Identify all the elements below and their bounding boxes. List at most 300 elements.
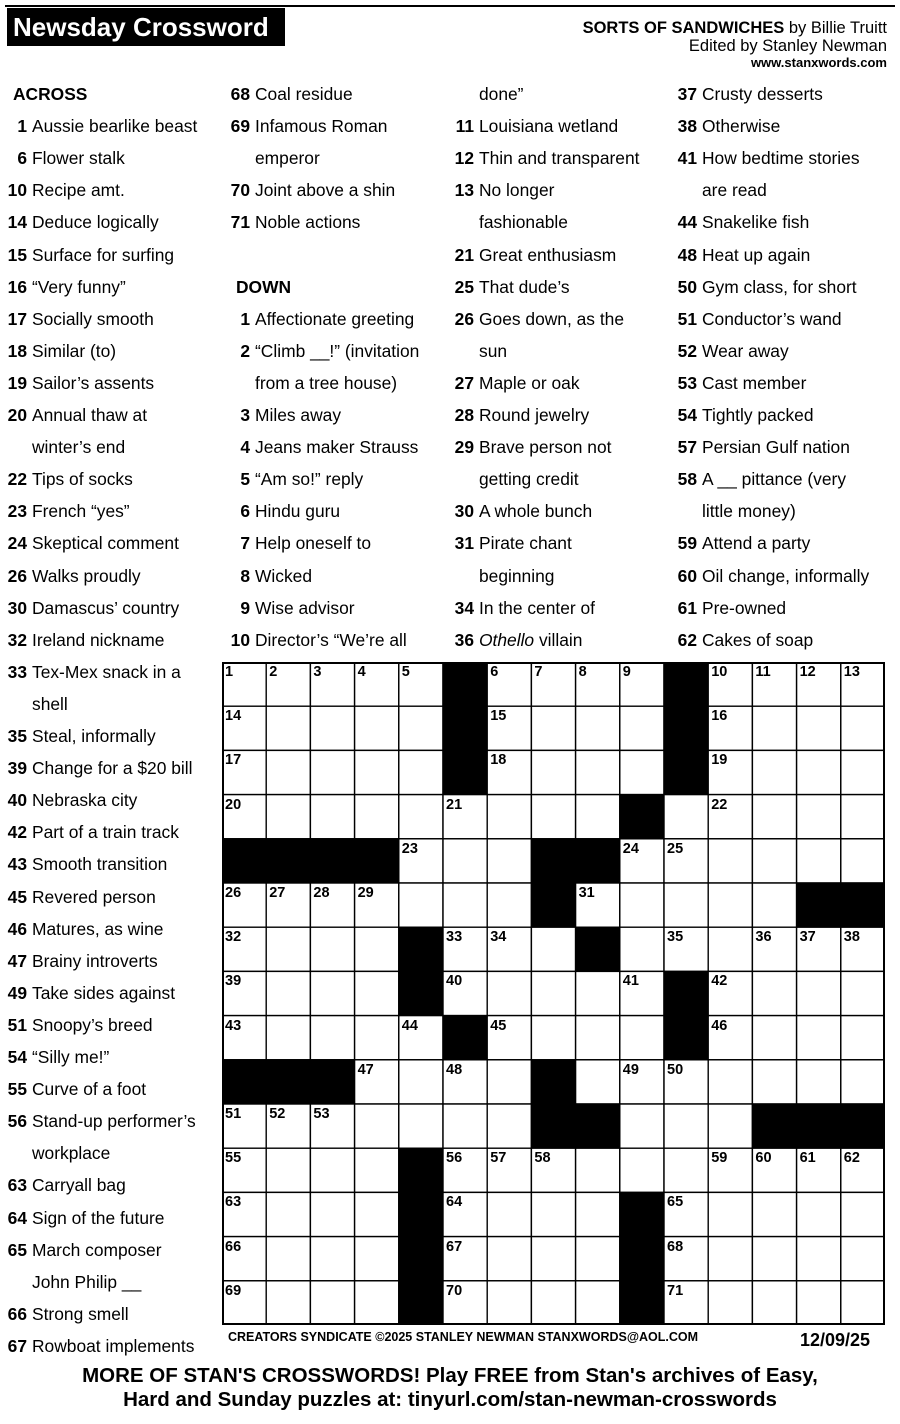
grid-cell[interactable] [664, 883, 708, 927]
cell-number: 42 [711, 973, 728, 990]
grid-cell[interactable] [752, 839, 796, 883]
cell-number: 50 [667, 1061, 684, 1078]
clue-text: Similar (to) [32, 340, 117, 361]
grid-cell[interactable] [310, 750, 354, 794]
grid-cell[interactable] [310, 971, 354, 1015]
grid-cell[interactable] [355, 1237, 399, 1281]
grid-cell[interactable] [576, 795, 620, 839]
clue-number: 21 [454, 244, 474, 265]
cell-number: 56 [446, 1150, 463, 1167]
grid-cell[interactable] [797, 750, 841, 794]
grid-cell[interactable] [620, 1104, 664, 1148]
grid-cell[interactable] [531, 750, 575, 794]
grid-cell[interactable] [576, 1016, 620, 1060]
clue-line [5, 500, 130, 522]
clue-line [228, 83, 353, 105]
grid-cell[interactable] [620, 927, 664, 971]
clue-line [5, 532, 179, 554]
clue-number: 5 [240, 469, 250, 490]
grid-cell[interactable] [708, 839, 752, 883]
grid-cell[interactable] [399, 795, 443, 839]
clue-text: Snakelike fish [702, 212, 810, 233]
grid-cell[interactable] [708, 927, 752, 971]
grid-cell[interactable] [841, 706, 885, 750]
grid-cell[interactable] [708, 1281, 752, 1325]
grid-cell[interactable] [841, 1237, 885, 1281]
clue-text: Round jewelry [479, 405, 590, 425]
syndicate-credit: CREATORS SYNDICATE ©2025 STANLEY NEWMAN STANXWORDS@AOL.COM [228, 1330, 699, 1344]
clue-number: 44 [677, 212, 697, 233]
grid-cell[interactable] [708, 883, 752, 927]
grid-cell[interactable] [752, 1237, 796, 1281]
author: by Billie Truitt [788, 19, 887, 37]
clue-number: 34 [454, 597, 474, 618]
clue-line [673, 565, 869, 587]
grid-cell[interactable] [355, 971, 399, 1015]
clue-number: 70 [230, 180, 250, 201]
grid-cell[interactable] [531, 1281, 575, 1325]
cell-number: 2 [269, 664, 278, 680]
grid-cell[interactable] [576, 1060, 620, 1104]
clue-text: Steal, informally [32, 726, 156, 746]
clue-line [5, 725, 156, 747]
grid-cell[interactable] [487, 971, 531, 1015]
grid-cell[interactable] [266, 927, 310, 971]
cell-number: 53 [313, 1106, 330, 1122]
clue-number: 51 [677, 308, 697, 329]
grid-cell[interactable] [797, 1281, 841, 1325]
clue-number: 50 [677, 276, 697, 297]
cell-number: 64 [446, 1194, 463, 1211]
cell-number: 33 [446, 929, 463, 946]
grid-cell[interactable] [355, 927, 399, 971]
grid-cell[interactable] [576, 750, 620, 794]
grid-cell[interactable] [310, 706, 354, 750]
grid-cell[interactable] [797, 1060, 841, 1104]
grid-cell[interactable] [310, 1016, 354, 1060]
grid-cell[interactable] [708, 1237, 752, 1281]
clue-line [450, 147, 639, 169]
clue-number: 19 [7, 372, 27, 393]
clue-number: 6 [17, 148, 27, 169]
grid-cell[interactable] [399, 1060, 443, 1104]
clue-line [5, 1303, 129, 1325]
clue-text: Tips of socks [32, 469, 133, 490]
cell-number: 7 [534, 664, 543, 680]
grid-cell[interactable] [266, 1016, 310, 1060]
clue-number: 39 [7, 758, 27, 779]
clue-number: 59 [677, 533, 697, 554]
clue-text: Gym class, for short [702, 276, 857, 297]
grid-cell[interactable] [620, 883, 664, 927]
grid-cell[interactable] [355, 1281, 399, 1325]
grid-cell[interactable] [620, 1148, 664, 1192]
grid-cell[interactable] [310, 1237, 354, 1281]
cell-number: 10 [711, 664, 728, 680]
clue-text: Help oneself to [255, 533, 372, 554]
clue-line [450, 597, 595, 619]
grid-cell[interactable] [266, 1192, 310, 1236]
clue-text: emperor [255, 148, 320, 169]
grid-cell[interactable] [797, 1192, 841, 1236]
grid-cell[interactable] [620, 706, 664, 750]
grid-cell[interactable] [355, 1104, 399, 1148]
cell-number: 37 [799, 929, 816, 946]
grid-cell[interactable] [841, 795, 885, 839]
grid-cell[interactable] [531, 971, 575, 1015]
clue-number: 63 [7, 1175, 27, 1196]
cell-number: 52 [269, 1106, 286, 1122]
grid-cell[interactable] [841, 1281, 885, 1325]
cell-number: 4 [357, 664, 366, 680]
clue-number: 49 [7, 982, 27, 1003]
clue-line [450, 276, 570, 298]
clue-line [5, 1110, 196, 1132]
clue-text: are read [702, 180, 767, 201]
clue-text: Stand-up performer’s [32, 1111, 196, 1132]
clue-text: Tex-Mex snack in a [32, 661, 181, 682]
clue-line [450, 532, 572, 554]
grid-cell[interactable] [355, 795, 399, 839]
grid-cell[interactable] [797, 1237, 841, 1281]
clue-number: 64 [7, 1207, 27, 1228]
clue-text: Joint above a shin [255, 180, 396, 201]
black-square [399, 971, 443, 1015]
clue-text: Surface for surfing [32, 244, 175, 265]
clue-number: 16 [7, 276, 27, 297]
clue-line [228, 532, 371, 554]
grid-cell[interactable] [531, 1192, 575, 1236]
footer-promo [0, 1364, 900, 1412]
cell-number: 14 [225, 708, 242, 725]
cell-number: 71 [667, 1282, 684, 1299]
grid-cell[interactable] [531, 927, 575, 971]
grid-cell[interactable] [531, 706, 575, 750]
clue-text: Brave person not [479, 437, 612, 458]
grid-cell[interactable] [355, 1148, 399, 1192]
clue-number: 40 [7, 790, 27, 811]
grid-cell[interactable] [355, 1192, 399, 1236]
clue-line [5, 597, 179, 619]
clue-text: Matures, as wine [32, 918, 164, 939]
grid-cell[interactable] [487, 1060, 531, 1104]
cell-number: 35 [667, 929, 684, 946]
grid-cell[interactable] [797, 971, 841, 1015]
clue-number: 37 [677, 84, 697, 104]
clue-line [5, 1046, 109, 1068]
black-square [620, 1192, 664, 1236]
grid-cell[interactable] [752, 795, 796, 839]
clue-line [5, 661, 181, 683]
grid-cell[interactable] [443, 883, 487, 927]
clue-number: 27 [454, 372, 474, 393]
black-square [222, 1060, 266, 1104]
clue-text: Great enthusiasm [479, 244, 617, 265]
grid-cell[interactable] [399, 750, 443, 794]
grid-cell[interactable] [443, 839, 487, 883]
clue-number: 9 [240, 597, 250, 618]
grid-cell[interactable] [841, 1016, 885, 1060]
black-square [664, 662, 708, 706]
grid-cell[interactable] [752, 971, 796, 1015]
grid-cell[interactable] [266, 750, 310, 794]
grid-cell[interactable] [266, 706, 310, 750]
grid-cell[interactable] [752, 1281, 796, 1325]
grid-cell[interactable] [576, 706, 620, 750]
clue-line [5, 340, 116, 362]
black-square [399, 1148, 443, 1192]
grid-cell[interactable] [620, 750, 664, 794]
clue-text: Jeans maker Strauss [255, 437, 419, 458]
grid-cell[interactable] [576, 971, 620, 1015]
clue-text: Wear away [702, 340, 789, 361]
grid-svg [222, 662, 885, 1325]
grid-cell[interactable] [487, 883, 531, 927]
clue-line [228, 211, 360, 233]
clue-line [228, 629, 407, 651]
black-square [664, 1016, 708, 1060]
grid-cell[interactable] [752, 883, 796, 927]
clue-line [450, 629, 582, 651]
grid-cell[interactable] [487, 1104, 531, 1148]
cell-number: 15 [490, 708, 507, 725]
clue-number: 55 [7, 1079, 27, 1100]
clue-text: Affectionate greeting [255, 308, 415, 329]
clue-line [450, 500, 592, 522]
grid-cell[interactable] [841, 839, 885, 883]
grid-cell[interactable] [355, 1016, 399, 1060]
black-square [797, 1104, 841, 1148]
grid-cell[interactable] [266, 1281, 310, 1325]
top-rule [5, 5, 895, 7]
grid-cell[interactable] [576, 1281, 620, 1325]
clue-text: Snoopy’s breed [32, 1014, 153, 1035]
clue-line [673, 372, 806, 394]
clue-line [450, 115, 618, 137]
grid-cell[interactable] [487, 1192, 531, 1236]
black-square [620, 1237, 664, 1281]
clue-text: “Am so!” reply [255, 469, 364, 490]
clue-text: Crusty desserts [702, 84, 823, 104]
cell-number: 66 [225, 1238, 242, 1255]
clue-line [673, 115, 780, 137]
cell-number: 38 [843, 929, 860, 946]
grid-cell[interactable] [310, 927, 354, 971]
clue-text: Part of a train track [32, 822, 179, 843]
clue-line [5, 147, 125, 169]
clue-text: A whole bunch [479, 501, 593, 522]
clue-number: 24 [7, 533, 27, 554]
grid-cell[interactable] [531, 1237, 575, 1281]
grid-cell[interactable] [310, 1148, 354, 1192]
grid-cell[interactable] [752, 1060, 796, 1104]
grid-cell[interactable] [664, 795, 708, 839]
grid-cell[interactable] [487, 1237, 531, 1281]
grid-cell[interactable] [664, 1148, 708, 1192]
grid-cell[interactable] [266, 971, 310, 1015]
grid-cell[interactable] [752, 1192, 796, 1236]
black-square [576, 927, 620, 971]
clue-text: Nebraska city [32, 790, 138, 811]
grid-cell[interactable] [487, 1281, 531, 1325]
cell-number: 60 [755, 1150, 772, 1167]
grid-cell[interactable] [266, 1237, 310, 1281]
clue-line [5, 404, 147, 426]
puzzle-date: 12/09/25 [800, 1330, 871, 1350]
black-square [576, 839, 620, 883]
clue-text: Cast member [702, 372, 807, 393]
grid-cell[interactable] [487, 839, 531, 883]
clue-number: 71 [230, 212, 250, 233]
footer-line-1: MORE OF STAN'S CROSSWORDS! Play FREE from Stan's archives of Easy, [82, 1364, 818, 1387]
cell-number: 27 [269, 885, 286, 901]
grid-cell[interactable] [399, 706, 443, 750]
grid-cell[interactable] [399, 883, 443, 927]
clue-text: Carryall bag [32, 1175, 126, 1196]
clue-line [5, 372, 154, 394]
clue-number: 6 [240, 501, 250, 522]
grid-cell[interactable] [797, 706, 841, 750]
grid-cell[interactable] [266, 795, 310, 839]
clue-text: Smooth transition [32, 854, 168, 875]
grid-cell[interactable] [841, 971, 885, 1015]
grid-cell[interactable] [708, 1060, 752, 1104]
grid-cell[interactable] [576, 1192, 620, 1236]
clue-line [5, 821, 179, 843]
grid-cell[interactable] [531, 795, 575, 839]
grid-cell[interactable] [355, 706, 399, 750]
grid-cell[interactable] [841, 1060, 885, 1104]
grid-cell[interactable] [487, 795, 531, 839]
clue-line [228, 179, 395, 201]
clue-line [450, 308, 624, 330]
clue-text: little money) [702, 501, 796, 522]
grid-cell[interactable] [797, 839, 841, 883]
grid-cell[interactable] [752, 1016, 796, 1060]
clue-line [228, 597, 355, 619]
clue-number: 60 [677, 565, 697, 586]
clue-number: 57 [677, 437, 697, 458]
grid-cell[interactable] [576, 1148, 620, 1192]
clue-number: 43 [7, 854, 27, 875]
clue-text: Heat up again [702, 244, 811, 265]
clue-number: 47 [7, 950, 27, 971]
clue-line [673, 147, 860, 169]
clue-text: Pre-owned [702, 597, 787, 618]
clue-text: Deduce logically [32, 212, 159, 233]
cell-number: 12 [799, 664, 816, 680]
cell-number: 47 [357, 1061, 374, 1078]
clue-line [5, 693, 68, 715]
clue-line [673, 276, 857, 298]
grid-cell[interactable] [531, 1016, 575, 1060]
clue-number: 30 [7, 597, 27, 618]
grid-cell[interactable] [664, 1104, 708, 1148]
grid-cell[interactable] [752, 750, 796, 794]
clue-number: 17 [7, 308, 27, 329]
clue-text: Goes down, as the [479, 308, 625, 329]
cell-number: 58 [534, 1150, 551, 1167]
grid-cell[interactable] [841, 1192, 885, 1236]
cell-number: 49 [622, 1061, 639, 1078]
black-square [531, 1060, 575, 1104]
crossword-grid[interactable] [222, 662, 885, 1325]
clue-number: 4 [240, 437, 250, 458]
puzzle-credits [583, 19, 887, 71]
clue-line [5, 982, 175, 1004]
grid-cell[interactable] [355, 750, 399, 794]
grid-cell[interactable] [576, 1237, 620, 1281]
cell-number: 22 [711, 796, 728, 813]
clue-number: 3 [240, 405, 250, 425]
grid-cell[interactable] [399, 1104, 443, 1148]
grid-cell[interactable] [443, 1104, 487, 1148]
grid-cell[interactable] [620, 1016, 664, 1060]
cell-number: 48 [446, 1061, 463, 1078]
clue-number: 7 [240, 533, 250, 554]
grid-cell[interactable] [708, 1192, 752, 1236]
clue-number: 65 [7, 1239, 27, 1260]
clue-text: Director’s “We’re all [255, 629, 407, 650]
clue-number: 54 [7, 1047, 27, 1067]
clue-number: 45 [7, 886, 27, 907]
cell-number: 8 [578, 664, 587, 680]
clue-text: “Silly me!” [32, 1047, 110, 1067]
clue-text: “Very funny” [32, 276, 126, 297]
clue-line [5, 1174, 126, 1196]
black-square [399, 1281, 443, 1325]
grid-cell[interactable] [797, 1016, 841, 1060]
grid-cell[interactable] [708, 1104, 752, 1148]
clue-number: 31 [454, 533, 474, 554]
clue-text: Noble actions [255, 212, 361, 233]
clue-line [673, 629, 813, 651]
grid-cell[interactable] [841, 750, 885, 794]
clue-line [5, 1142, 110, 1164]
cell-number: 40 [446, 973, 463, 990]
clue-text: Recipe amt. [32, 180, 125, 201]
clue-line [5, 115, 197, 137]
clue-text: Louisiana wetland [479, 116, 619, 137]
clue-line [228, 468, 363, 490]
cell-number: 5 [401, 664, 410, 680]
cell-number: 32 [225, 929, 242, 946]
black-square [620, 795, 664, 839]
cell-number: 70 [446, 1282, 463, 1299]
grid-cell[interactable] [797, 795, 841, 839]
grid-cell[interactable] [310, 1192, 354, 1236]
clue-line [450, 436, 611, 458]
grid-cell[interactable] [310, 795, 354, 839]
grid-cell[interactable] [752, 706, 796, 750]
grid-cell[interactable] [266, 1148, 310, 1192]
grid-cell[interactable] [310, 1281, 354, 1325]
black-square [399, 1192, 443, 1236]
clue-line [450, 211, 568, 233]
cell-number: 21 [446, 796, 463, 813]
clue-number: 18 [7, 340, 27, 361]
black-square [443, 750, 487, 794]
clue-text: fashionable [479, 212, 568, 233]
clue-text: “Climb __!” (invitation [255, 340, 420, 361]
clue-line [450, 83, 523, 105]
clue-number: 26 [7, 565, 27, 586]
clue-line [228, 308, 414, 330]
cell-number: 46 [711, 1017, 728, 1034]
clue-section-header: DOWN [236, 276, 292, 297]
clue-line [450, 468, 579, 490]
clue-text: French “yes” [32, 501, 130, 522]
